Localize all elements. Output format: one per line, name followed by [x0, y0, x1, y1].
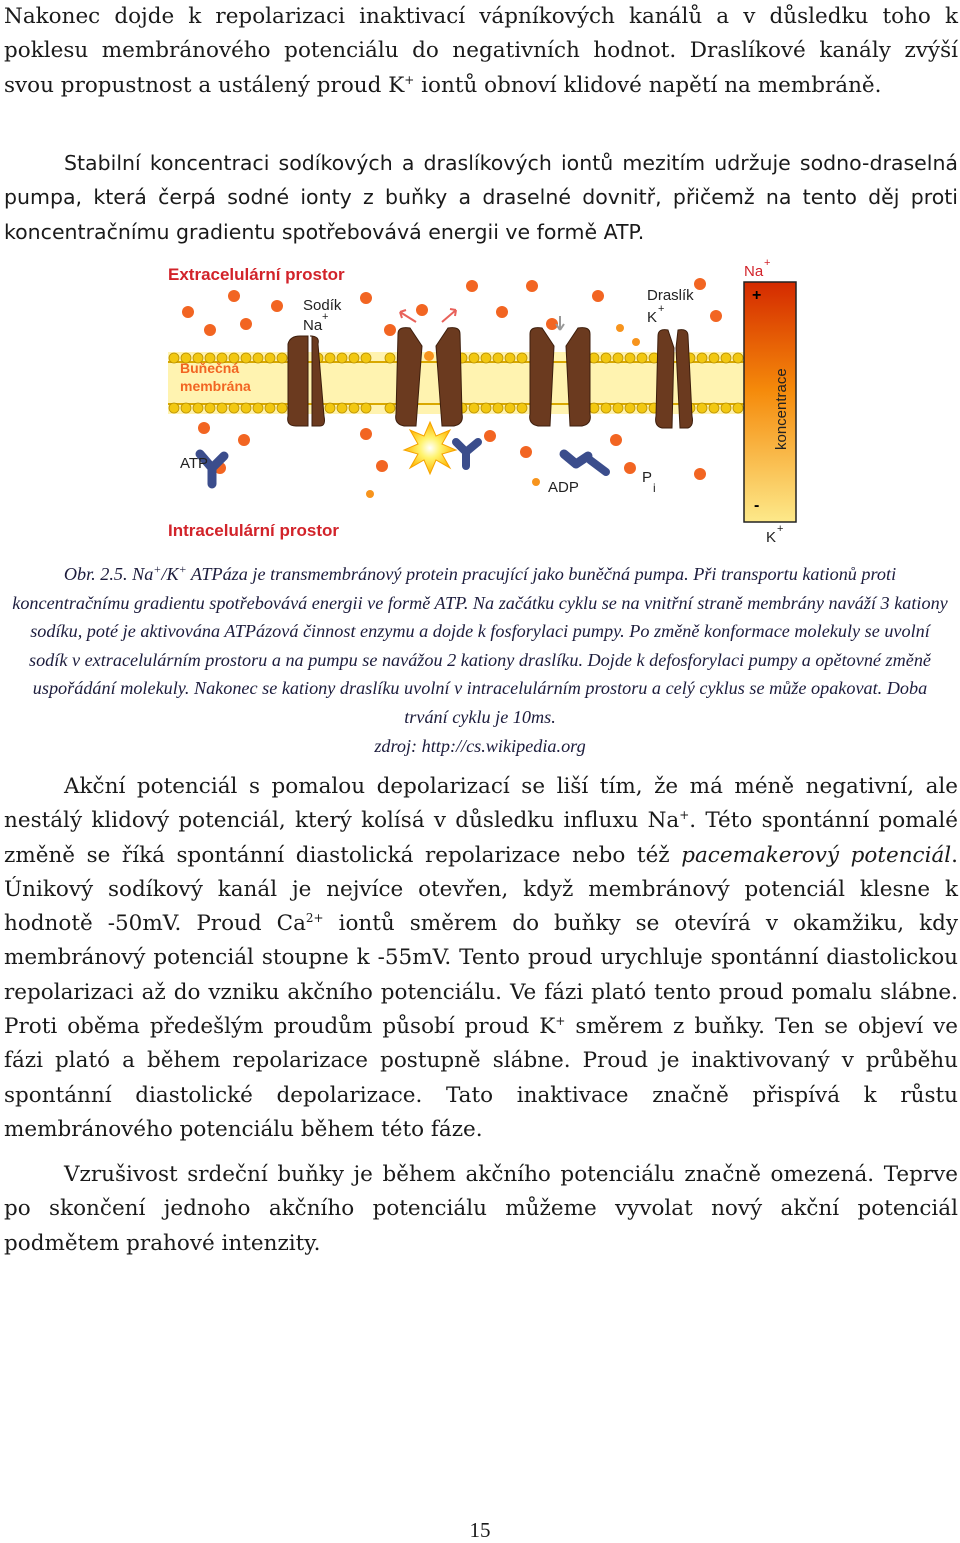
sodium-plus: +	[322, 311, 329, 323]
caption-source: zdroj: http://cs.wikipedia.org	[374, 735, 586, 756]
figure-caption: Obr. 2.5. Na+/K+ ATPáza je transmembránový protein pracující jako buněčná pumpa. Při transportu kationů proti koncentračnímu gradientu spotřebovává energii ve formě ATP. Na začátku cyklu se na vnitřní straně membrány naváží 3 kationy sodíku, poté je aktivována ATPázová činnost enzymu a dojde k fosforylaci pumpy. Po změně konformace molekuly se uvolní sodík v extracelulárním prostoru a na pumpu se navážou 2 kationy draslíku. Dojde k defosforylaci pumpy a opětovné změně uspořádání molekuly. Nakonec se kationy draslíku uvolní v intracelulárním prostoru a celý cyklus se může opakovat. Doba trvání cyklu je 10ms. zdroj: http://cs.wikipedia.org	[12, 561, 948, 756]
concentration-label: koncentrace	[773, 368, 790, 450]
potassium-plus: +	[658, 303, 665, 315]
intracellular-potassium-ions	[366, 478, 540, 498]
extracellular-label: Extracelulární prostor	[168, 265, 345, 284]
pump-protein-1	[288, 336, 325, 426]
phosphate-p: P	[642, 469, 653, 486]
concentration-bar	[744, 257, 796, 546]
potassium-legend	[647, 287, 694, 326]
sodium-label: Sodík	[303, 297, 342, 314]
bar-plus-sign: +	[752, 287, 762, 304]
bar-bottom-k: K	[766, 529, 777, 546]
atp-bound	[456, 442, 478, 466]
membrane-label-line2: membrána	[180, 378, 251, 394]
phosphate-i: i	[653, 481, 656, 495]
page-number: 15	[469, 1518, 491, 1542]
na-k-pump-figure	[160, 256, 800, 548]
intracellular-label: Intracelulární prostor	[168, 521, 339, 540]
bar-top-na: Na	[744, 263, 764, 280]
extracellular-potassium-ions	[616, 324, 640, 346]
paragraph-repolarization: Nakonec dojde k repolarizaci inaktivací vápníkových kanálů a v důsledku toho k poklesu membránového potenciálu do negativních hodnot. Draslíkové kanály zvýší svou propustnost a ustálený proud K+ iontů obnoví klidové napětí na membráně.	[4, 4, 958, 98]
atp-label: ATP	[180, 455, 209, 472]
membrane-label-line1: Buňečná	[180, 360, 240, 376]
sodium-symbol: Na	[303, 317, 323, 334]
potassium-symbol: K	[647, 309, 658, 326]
adp-label: ADP	[548, 479, 579, 496]
paragraph-excitability: Vzrušivost srdeční buňky je během akčního potenciálu značně omezená. Teprve po skončení jednoho akčního potenciálu můžeme vyvolat nový akční potenciál podmětem prahové intenzity.	[4, 1162, 958, 1256]
sodium-legend	[271, 297, 342, 334]
bar-top-plus: +	[764, 257, 771, 269]
energy-burst	[404, 422, 456, 474]
paragraph-action-potential: Akční potenciál s pomalou depolarizací se liší tím, že má méně negativní, ale nestálý klidový potenciál, který kolísá v důsledku influxu Na+. Této spontánní pomalé změně se říká spontánní diastolická repolarizace nebo též pacemakerový potenciál. Únikový sodíkový kanál je nejvíce otevřen, když membránový potenciál klesne k hodnotě -50mV. Proud $Ca^{2+}$ iontů směrem do buňky se otevírá v okamžiku, kdy membránový potenciál stoupne k -55mV. Tento proud urychluje spontánní diastolickou repolarizaci až do vzniku akčního potenciálu. Ve fázi plató tento proud pomalu slábne. Proti oběma předešlým proudům působí proud K+ směrem z buňky. Ten se objeví ve fázi plató a během repolarizace postupně slábne. Proud je inaktivovaný v průběhu spontánní diastolické depolarizace. Tato inaktivace značně přispívá k růstu membránového potenciálu během této fáze.	[4, 774, 959, 1142]
paragraph-sodium-potassium-pump: Stabilní koncentraci sodíkových a draslíkových iontů mezitím udržuje sodno-draselná pumpa, která čerpá sodné ionty z buňky a draselné dovnitř, přičemž na tento děj proti koncentračnímu gradientu spotřebovává energii ve formě ATP.	[4, 151, 958, 244]
bar-minus-sign: -	[754, 497, 760, 514]
phosphate	[642, 469, 656, 495]
adp-molecule	[548, 454, 606, 496]
potassium-label: Draslík	[647, 287, 694, 304]
bar-bottom-plus: +	[777, 523, 784, 535]
